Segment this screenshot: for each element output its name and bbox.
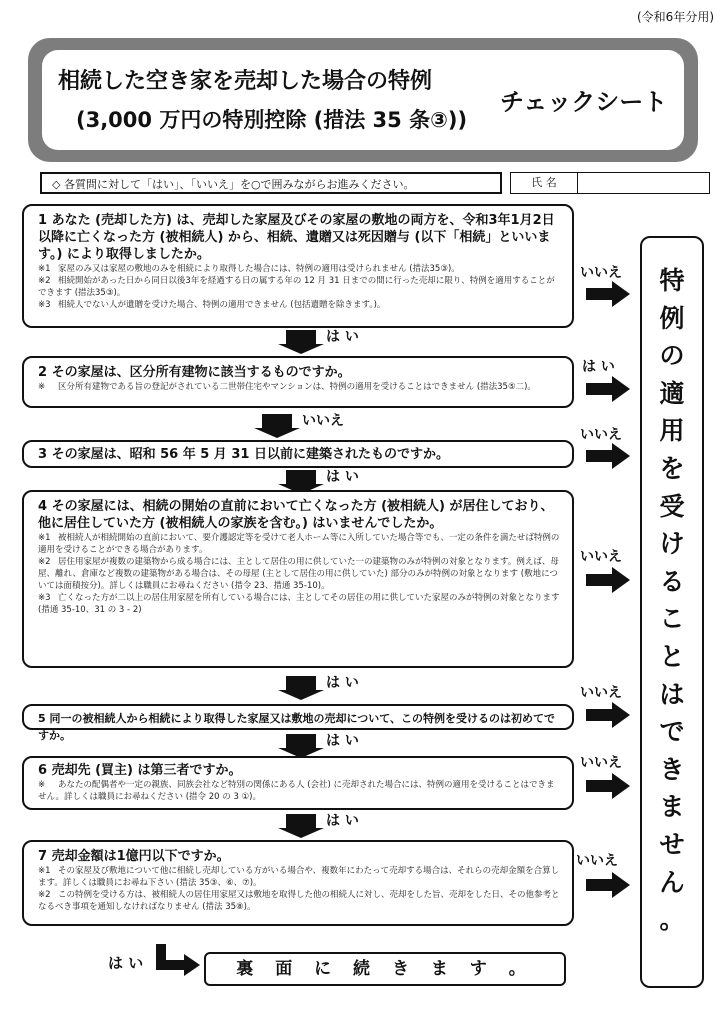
question-1-note: ※2 相続開始があった日から同日以後3年を経過する日の属する年の 12 月 31 日までの間に行った売却に限り、特例を適用することができます (措法35③)。 — [38, 276, 555, 298]
question-7-text: 7 売却金額は1億円以下ですか。 — [38, 849, 230, 864]
question-6-box — [22, 756, 574, 810]
arrow-right-7 — [586, 874, 632, 896]
no-label-5: いいえ — [580, 685, 622, 701]
no-label-4: いいえ — [580, 549, 622, 565]
question-3-box — [22, 440, 574, 468]
arrow-right-6 — [586, 775, 632, 797]
no-label-3: いいえ — [580, 427, 622, 443]
question-6-note: ※ あなたの配偶者や一定の親族、同族会社など特別の関係にある人 (会社) に売却された場合には、特例の適用を受けることはできません。詳しくは職員にお尋ねください (措令 20 の 3 ①)。 — [38, 780, 555, 802]
question-6-text: 6 売却先 (買主) は第三者ですか。 — [38, 763, 242, 778]
arrow-right-5 — [586, 704, 632, 726]
question-2-box — [22, 356, 574, 408]
yes-label-2: は い — [582, 359, 615, 375]
question-7-note: ※2 この特例を受ける方は、被相続人の居住用家屋又は敷地を取得した他の相続人に対し、売却をした旨、売却をした日、その他参考となるべき事項を通知しなければなりません (措法 35⑧)。 — [38, 890, 560, 912]
question-1-text: 1 あなた (売却した方) は、売却した家屋及びその家屋の敷地の両方を、令和3年1月2日以降に亡くなった方 (被相続人) から、相続、遺贈又は死因贈与 (以下「相続」といいます。) により取得しましたか。 — [38, 213, 555, 262]
arrow-right-2 — [586, 378, 632, 400]
question-2-text: 2 その家屋は、区分所有建物に該当するものですか。 — [38, 365, 351, 380]
year-label: (令和6年分用) — [637, 10, 714, 24]
no-label-6: いいえ — [580, 755, 622, 771]
result-text: 特 例 の 適 用 を 受 け る こ と は で き ま せ ん 。 — [659, 266, 685, 935]
question-4-box — [22, 490, 574, 668]
arrow-right-3 — [586, 445, 632, 467]
name-label: 氏 名 — [511, 173, 578, 193]
question-4-note: ※2 居住用家屋が複数の建築物から成る場合には、主として居住の用に供していた一の建築物のみが特例の対象となります。例えば、母屋、離れ、倉庫など複数の建築物がある場合は、その母屋 (主として居住の用に供していた) 部分のみが特例の対象となります (敷地については面積按分)。詳しくは職員にお尋ねください (措令 23、措通 35-10)。 — [38, 557, 559, 591]
instruction-box: ◇ 各質問に対して「はい」、「いいえ」を○で囲みながらお進みください。 — [40, 172, 502, 194]
title-sub: (3,000 万円の特別控除 (措法 35 条③)) — [76, 108, 468, 132]
question-5-text: 5 同一の被相続人から相続により取得した家屋又は敷地の売却について、この特例を受けるのは初めてですか。 — [38, 712, 556, 742]
yes-arrow-3: は い — [286, 470, 359, 484]
arrow-right-1 — [586, 283, 632, 305]
yes-arrow-4: は い — [286, 676, 359, 690]
question-4-text: 4 その家屋には、相続の開始の直前において亡くなった方 (被相続人) が居住しており、他に居住していた方 (被相続人の家族を含む。) はいませんでしたか。 — [38, 499, 554, 531]
yes-arrow-6: は い — [286, 814, 359, 828]
name-input[interactable] — [578, 173, 709, 193]
question-3-text: 3 その家屋は、昭和 56 年 5 月 31 日以前に建築されたものですか。 — [38, 447, 449, 462]
title-main: 相続した空き家を売却した場合の特例 — [58, 69, 433, 94]
result-panel — [640, 236, 704, 988]
question-7-box — [22, 840, 574, 926]
question-7-note: ※1 その家屋及び敷地について他に相続し売却している方がいる場合や、複数年にわたって売却する場合は、それらの売却金額を合算します。詳しくは職員にお尋ね下さい (措法 35③、⑥、⑦)。 — [38, 866, 560, 888]
no-label-1: いいえ — [580, 265, 622, 281]
continue-banner: 裏 面 に 続 き ま す 。 — [204, 952, 566, 986]
yes-arrow-5: は い — [286, 734, 359, 748]
question-1-note: ※1 家屋のみ又は家屋の敷地のみを相続により取得した場合には、特例の適用は受けられません (措法35③)。 — [38, 264, 460, 274]
arrow-bent-icon — [152, 944, 202, 980]
question-4-note: ※3 亡くなった方が二以上の居住用家屋を所有している場合には、主としてその居住の用に供していた家屋のみが特例の対象となります (措通 35-10、31 の 3 - 2) — [38, 593, 560, 615]
question-2-note: ※ 区分所有建物である旨の登記がされている二世帯住宅やマンションは、特例の適用を受けることはできません (措法35⑤二)。 — [38, 382, 536, 392]
question-1-box — [22, 204, 574, 328]
name-field[interactable] — [510, 172, 710, 194]
question-1-note: ※3 相続人でない人が遺贈を受けた場合、特例の適用できません (包括遺贈を除きます。)。 — [38, 300, 386, 310]
question-4-note: ※1 被相続人が相続開始の直前において、要介護認定等を受けて老人ホーム等に入所していた場合等でも、一定の条件を満たせば特例の適用を受けることができる場合があります。 — [38, 533, 560, 555]
yes-arrow-1: は い — [286, 330, 359, 344]
title-checksheet: チェックシート — [500, 88, 668, 116]
no-label-7: いいえ — [576, 853, 618, 869]
yes-label-final: は い — [108, 954, 144, 972]
arrow-right-4 — [586, 569, 632, 591]
no-arrow-2: いいえ — [262, 414, 344, 428]
